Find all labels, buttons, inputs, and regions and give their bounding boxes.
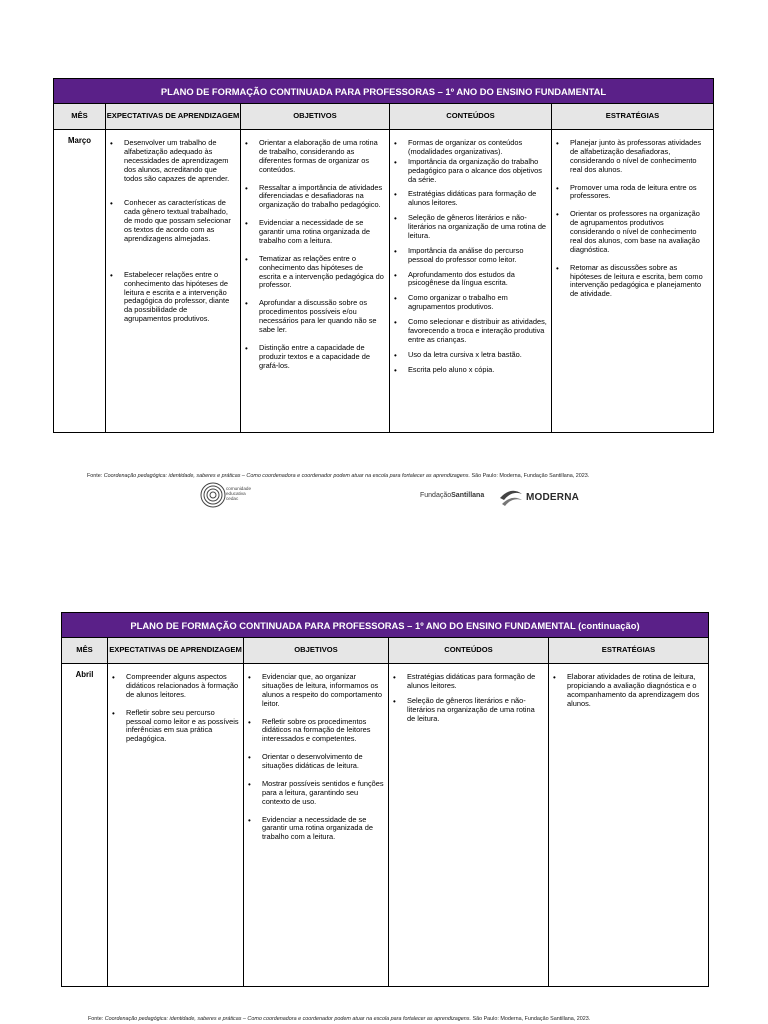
month-cell: Abril	[62, 664, 108, 987]
list-item: • Orientar o desenvolvimento de situações didáticas de leitura.	[248, 753, 384, 771]
list-item: • Aprofundar a discussão sobre os procedimentos possíveis e/ou necessários para ler quando não se sabe ler.	[245, 299, 385, 335]
col-header-expectativas: EXPECTATIVAS DE APRENDIZAGEM	[106, 104, 241, 130]
estrategias-cell	[552, 130, 714, 433]
list-item: • Orientar a elaboração de uma rotina de trabalho, considerando as diferentes formas de organizar os conteúdos.	[245, 139, 385, 175]
list-item: • Promover uma roda de leitura entre os professores.	[556, 184, 709, 202]
fundacao-santillana-logo: FundaçãoSantillana	[420, 492, 485, 499]
col-header-estrategias: ESTRATÉGIAS	[552, 104, 714, 130]
list-item: • Evidenciar que, ao organizar situações de leitura, informamos os alunos a respeito do comportamento leitor.	[248, 673, 384, 709]
estrategias-cell	[549, 664, 709, 987]
list-item: • Orientar os professores na organização de agrupamentos produtivos considerando o nível de conhecimento real dos alunos, com base na avaliação diagnóstica.	[556, 210, 709, 254]
comunidade-educativa-cedac-logo	[200, 482, 226, 508]
plan-table-marco	[53, 78, 714, 433]
col-header-conteudos: CONTEÚDOS	[389, 638, 549, 664]
list-item: • Como organizar o trabalho em agrupamentos produtivos.	[394, 294, 547, 312]
list-item: • Ressaltar a importância de atividades diferenciadas e desafiadoras na organização do trabalho pedagógico.	[245, 184, 385, 211]
col-header-conteudos: CONTEÚDOS	[390, 104, 552, 130]
conteudos-cell	[390, 130, 552, 433]
col-header-objetivos: OBJETIVOS	[244, 638, 389, 664]
list-item: • Seleção de gêneros literários e não-literários na organização de uma rotina de leitura.	[394, 214, 547, 241]
conteudos-cell	[389, 664, 549, 987]
list-item: • Importância da organização do trabalho pedagógico para o alcance dos objetivos da série.	[394, 158, 547, 185]
objetivos-cell	[244, 664, 389, 987]
list-item: • Retomar as discussões sobre as hipóteses de leitura e escrita, bem como intervenção pedagógica e planejamento de atividade.	[556, 264, 709, 300]
list-item: • Compreender alguns aspectos didáticos relacionados à formação de alunos leitores.	[112, 673, 239, 700]
source-title: Coordenação pedagógica: identidade, saberes e práticas – Como coordenadora e coordenador podem atuar na escola para fortalecer as aprendizagens.	[103, 473, 470, 479]
list-item: • Aprofundamento dos estudos da psicogênese da língua escrita.	[394, 271, 547, 289]
list-item: • Evidenciar a necessidade de se garantir uma rotina organizada de trabalho com a leitura.	[248, 816, 384, 843]
list-item: • Evidenciar a necessidade de se garantir uma rotina organizada de trabalho com a leitura.	[245, 219, 385, 246]
list-item: • Conhecer as características de cada gênero textual trabalhado, de modo que possam selecionar os textos de acordo com as aprendizagens almejadas.	[110, 199, 236, 243]
list-item: • Distinção entre a capacidade de produzir textos e a capacidade de grafá-los.	[245, 344, 385, 371]
list-item: • Desenvolver um trabalho de alfabetização adequado às necessidades de aprendizagem dos alunos, acreditando que todos são capazes de aprender.	[110, 139, 236, 183]
table-title: PLANO DE FORMAÇÃO CONTINUADA PARA PROFESSORAS – 1º ANO DO ENSINO FUNDAMENTAL	[54, 79, 714, 104]
list-item: • Planejar junto às professoras atividades de alfabetização desafiadoras, considerando o nível de conhecimento real dos alunos.	[556, 139, 709, 175]
table-title: PLANO DE FORMAÇÃO CONTINUADA PARA PROFESSORAS – 1º ANO DO ENSINO FUNDAMENTAL (continuação)	[62, 613, 709, 638]
list-item: • Mostrar possíveis sentidos e funções para a leitura, garantindo seu contexto de uso.	[248, 780, 384, 807]
col-header-estrategias: ESTRATÉGIAS	[549, 638, 709, 664]
objetivos-cell	[241, 130, 390, 433]
list-item: • Refletir sobre seu percurso pessoal como leitor e as possíveis inferências em sua prática pedagógica.	[112, 709, 239, 745]
list-item: • Elaborar atividades de rotina de leitura, propiciando a avaliação diagnóstica e o acompanhamento da aprendizagem dos alunos.	[553, 673, 704, 709]
list-item: • Importância da análise do percurso pessoal do professor como leitor.	[394, 247, 547, 265]
list-item: • Escrita pelo aluno x cópia.	[394, 366, 547, 375]
cedac-logo-text: comunidade educativa cedac	[226, 486, 252, 501]
col-header-mes: MÊS	[54, 104, 106, 130]
list-item: • Formas de organizar os conteúdos (modalidades organizativas).	[394, 139, 547, 157]
source-title: Coordenação pedagógica: identidade, saberes e práticas – Como coordenadora e coordenador podem atuar na escola para fortalecer as aprendizagens.	[104, 1016, 471, 1022]
list-item: • Estratégias didáticas para formação de alunos leitores.	[394, 190, 547, 208]
expectativas-cell	[108, 664, 244, 987]
source-citation: Fonte: Coordenação pedagógica: identidade, saberes e práticas – Como coordenadora e coordenador podem atuar na escola para fortalecer as aprendizagens. São Paulo: Moderna, Fundação Santillana, 2023.	[88, 1016, 591, 1022]
list-item: • Estratégias didáticas para formação de alunos leitores.	[393, 673, 544, 691]
list-item: • Uso da letra cursiva x letra bastão.	[394, 351, 547, 360]
list-item: • Seleção de gêneros literários e não-literários na organização de uma rotina de leitura.	[393, 697, 544, 724]
month-cell: Março	[54, 130, 106, 433]
list-item: • Tematizar as relações entre o conhecimento das hipóteses de escrita e a intervenção pedagógica do professor.	[245, 255, 385, 291]
moderna-logo-text: MODERNA	[526, 492, 580, 503]
source-citation: Fonte: Coordenação pedagógica: identidade, saberes e práticas – Como coordenadora e coordenador podem atuar na escola para fortalecer as aprendizagens. São Paulo: Moderna, Fundação Santillana, 2023.	[87, 473, 590, 479]
list-item: • Como selecionar e distribuir as atividades, favorecendo a troca e interação produtiva entre as crianças.	[394, 318, 547, 345]
col-header-mes: MÊS	[62, 638, 108, 664]
plan-table-abril	[61, 612, 709, 987]
list-item: • Refletir sobre os procedimentos didáticos na formação de leitores interessados e competentes.	[248, 718, 384, 745]
list-item: • Estabelecer relações entre o conhecimento das hipóteses de leitura e escrita e a intervenção pedagógica do professor, diante da possibilidade de agrupamentos produtivos.	[110, 271, 236, 324]
partner-logos	[190, 478, 590, 514]
expectativas-cell	[106, 130, 241, 433]
col-header-objetivos: OBJETIVOS	[241, 104, 390, 130]
col-header-expectativas: EXPECTATIVAS DE APRENDIZAGEM	[108, 638, 244, 664]
moderna-logo-mark	[498, 484, 524, 508]
